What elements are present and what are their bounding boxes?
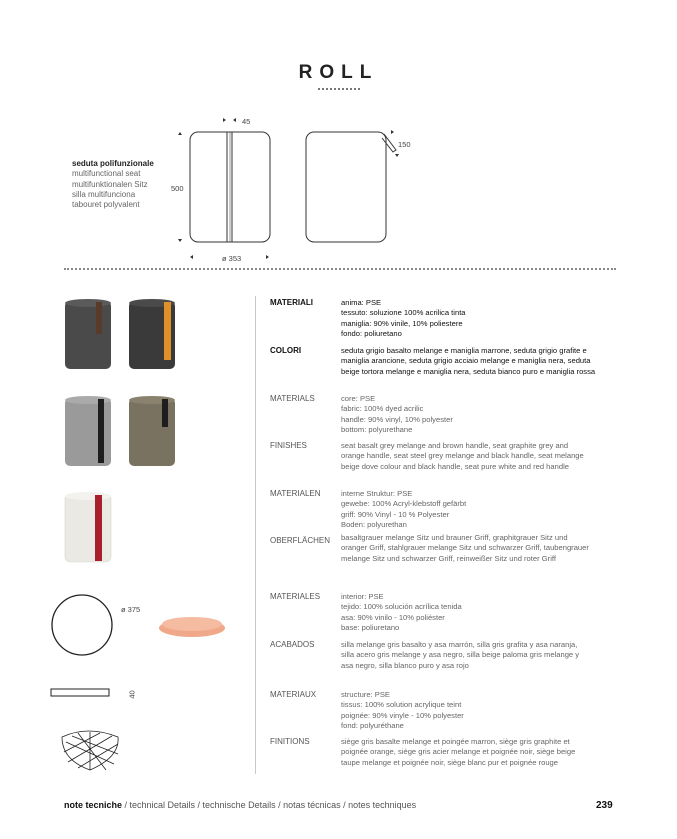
footer-breadcrumb [64, 800, 416, 810]
label-finitions: FINITIONS [270, 737, 310, 746]
text-oberflaechen: basaltgrauer melange Sitz und brauner Griff, graphitgrauer Sitz und oranger Griff, stahlgrauer melange Sitz und schwarzer Griff, taubengrauer melange Sitz und schwarzer Griff, reinweißer Sitz und roter Griff [341, 533, 589, 563]
stool-taupe-black [129, 396, 175, 466]
dim-handle-width: 45 [242, 117, 251, 126]
label-finishes: FINISHES [270, 441, 307, 450]
label-acabados: ACABADOS [270, 640, 315, 649]
text-colori: seduta grigio basalto melange e maniglia marrone, seduta grigio grafite e maniglia arancione, seduta grigio acciaio melange e maniglia nera, seduta beige tortora melange e maniglia nera, seduta bianco puro e maniglia rossa [341, 346, 596, 376]
stool-graphite-orange [129, 299, 175, 369]
title-underline [318, 88, 360, 90]
section-separator [64, 268, 616, 270]
label-materiales: MATERIALES [270, 592, 321, 601]
product-caption [72, 159, 154, 210]
text-acabados: silla melange gris basalto y asa marrón, silla gris grafita y asa naranja, silla acero gris melange y asa negro, silla beige paloma gris melange y asa negro, silla blanco puro y asa rojo [341, 640, 580, 670]
handle-outline-side [382, 134, 396, 152]
product-photos [60, 296, 190, 571]
caption-it: seduta polifunzionale [72, 159, 154, 168]
caption-en: multifunctional seat [72, 169, 141, 179]
dim-tray-height: 40 [127, 690, 137, 699]
text-finitions: siège gris basalte melange et poingée marron, siège gris graphite et poignée orange, siège gris acier melange et poignée noir, siège beige taupe melange et poignée noir, siège blanc pur et poignée rouge [341, 737, 576, 767]
caption-es: silla multifunciona [72, 189, 136, 199]
tray-side-view [51, 689, 109, 696]
handle-outline-front [227, 132, 232, 242]
text-materialen: interne Struktur: PSE gewebe: 100% Acryl-klebstoff gefärbt griff: 90% Vinyl - 10 % Polyester Boden: polyurethan [341, 489, 467, 529]
text-materiaux: structure: PSE tissus: 100% solution acrylique teint poignée: 90% vinyle - 10% polyester fond: polyuréthane [341, 690, 464, 730]
text-materiali: anima: PSE tessuto: soluzione 100% acrilica tinta maniglia: 90% vinile, 10% poliestere fondo: poliuretano [341, 298, 466, 338]
net-bag-drawing [62, 731, 118, 770]
column-divider [255, 296, 256, 774]
dim-diameter: ø 353 [222, 254, 242, 263]
dim-height: 500 [171, 184, 184, 193]
page-number: 239 [596, 800, 613, 811]
dim-handle-length: 150 [398, 140, 411, 149]
label-materiali: MATERIALI [270, 298, 313, 307]
label-colori: COLORI [270, 346, 302, 355]
footer-rest: / technical Details / technische Details / notas técnicas / notes techniques [122, 800, 417, 810]
caption-fr: tabouret polyvalent [72, 200, 140, 210]
caption-de: multifunktionalen Sitz [72, 179, 148, 189]
dim-tray-diameter: ø 375 [121, 605, 141, 614]
front-view-drawing [168, 115, 278, 265]
tray-drawings [48, 592, 228, 772]
tray-top-view [52, 595, 112, 655]
label-materialen: MATERIALEN [270, 489, 321, 498]
label-oberflaechen: OBERFLÄCHEN [270, 536, 331, 545]
stool-white-red [65, 492, 111, 562]
label-materials: MATERIALS [270, 394, 315, 403]
text-finishes: seat basalt grey melange and brown handle, seat graphite grey and orange handle, seat steel grey melange and black handle, seat melange beige dove colour and black handle, seat pure white and red handle [341, 441, 584, 471]
label-materiaux: MATERIAUX [270, 690, 317, 699]
stool-basalt-brown [65, 299, 111, 369]
footer-bold: note tecniche [64, 800, 123, 810]
text-materials: core: PSE fabric: 100% dyed acrilic handle: 90% vinyl, 10% polyester bottom: polyurethane [341, 394, 453, 434]
text-materiales: interior: PSE tejido: 100% solución acrílica tenida asa: 90% vinilo - 10% poliéster base: poliuretano [341, 592, 462, 632]
stool-steel-black [65, 396, 111, 466]
seat-outline-side [306, 132, 386, 242]
page-title: ROLL [298, 62, 379, 83]
